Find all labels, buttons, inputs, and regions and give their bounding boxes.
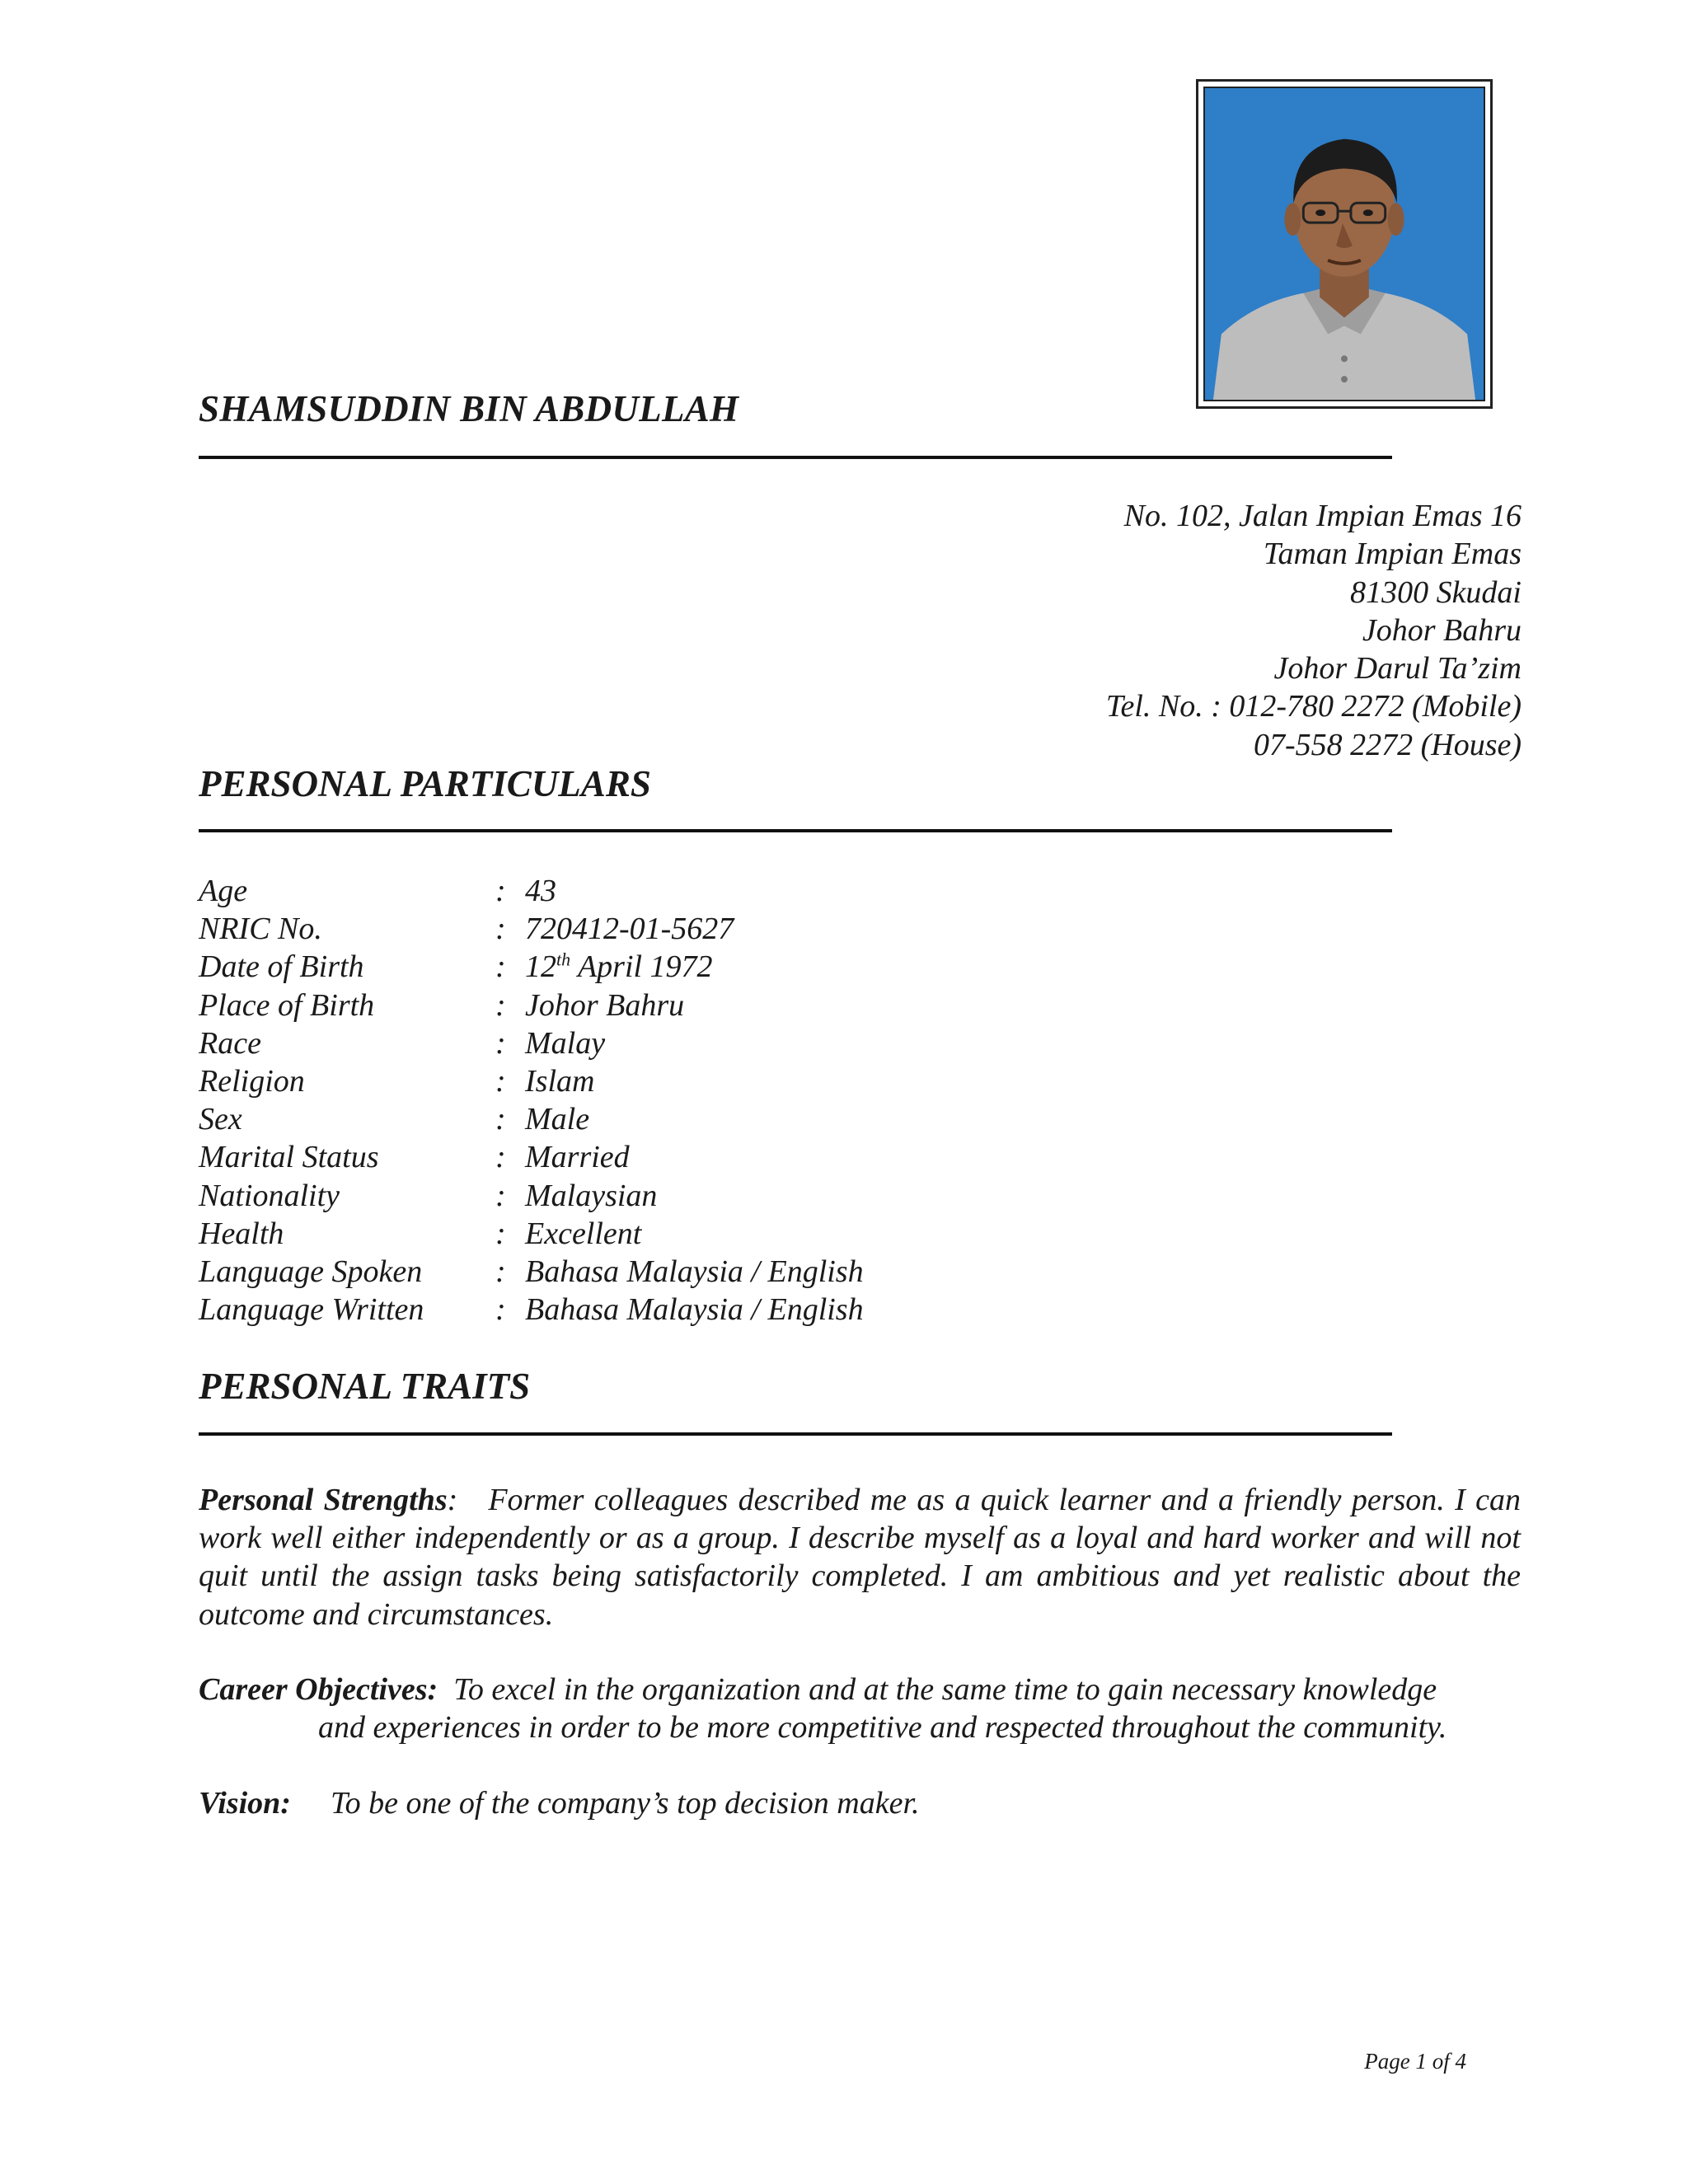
particular-row [199, 987, 864, 1024]
person-portrait-icon [1205, 88, 1484, 400]
particular-label: Religion [199, 1064, 305, 1099]
particular-value [525, 948, 713, 986]
particular-label: Date of Birth [199, 949, 364, 985]
particular-colon: : [495, 1102, 506, 1137]
particular-label: Age [199, 874, 248, 908]
particular-value: Malaysian [525, 1178, 658, 1213]
particular-colon: : [495, 1064, 506, 1099]
particular-row [199, 1024, 864, 1062]
address-line: 81300 Skudai [1350, 574, 1522, 610]
particular-row [199, 872, 864, 910]
particular-value: 43 [525, 874, 556, 908]
particular-row [199, 1100, 864, 1138]
personal-strengths [199, 1481, 1521, 1633]
particular-label: Place of Birth [199, 987, 375, 1023]
photo-image [1203, 87, 1485, 401]
birth-day-suffix: th [556, 949, 571, 970]
candidate-name: SHAMSUDDIN BIN ABDULLAH [199, 388, 739, 429]
particular-value: Bahasa Malaysia / English [525, 1254, 864, 1290]
particular-colon: : [495, 912, 506, 947]
career-first-line [199, 1671, 1521, 1708]
particular-colon: : [495, 1025, 506, 1061]
particular-row [199, 1138, 864, 1176]
particular-colon: : [495, 1292, 506, 1328]
address-block [1106, 497, 1522, 764]
particular-colon: : [495, 1178, 506, 1213]
particular-colon: : [495, 1254, 506, 1290]
divider-line [199, 1432, 1392, 1436]
vision-text: To be one of the company’s top decision maker. [331, 1786, 920, 1821]
strengths-colon: : [447, 1483, 458, 1517]
vision [199, 1784, 1521, 1822]
strengths-text: Former colleagues described me as a quick learner and a friendly person. I can work well either independently or as a group. I describe myself as a loyal and hard worker and will not quit until the assign tasks being satisfactorily completed. I am ambitious and yet realistic about the outcome and circumstances. [199, 1483, 1522, 1632]
address-line: No. 102, Jalan Impian Emas 16 [1123, 499, 1522, 533]
phone-mobile: Tel. No. : 012-780 2272 (Mobile) [1105, 689, 1522, 724]
address-line: Johor Bahru [1362, 612, 1522, 648]
particular-value: Johor Bahru [525, 987, 685, 1023]
particular-row [199, 910, 864, 948]
particular-row [199, 1215, 864, 1253]
birth-month-year: April 1972 [570, 949, 713, 985]
career-label: Career Objectives: [199, 1672, 438, 1707]
particular-row [199, 1177, 864, 1215]
birth-day: 12 [525, 949, 556, 985]
particular-row [199, 1062, 864, 1100]
particular-value: Bahasa Malaysia / English [525, 1292, 864, 1328]
particular-value: Excellent [525, 1216, 642, 1251]
particular-colon: : [495, 949, 506, 985]
particular-value: Male [525, 1102, 590, 1137]
particular-row [199, 948, 864, 986]
particular-label: Language Spoken [199, 1254, 423, 1290]
particular-label: Sex [199, 1102, 242, 1137]
career-objectives [199, 1671, 1521, 1746]
particular-colon: : [495, 874, 506, 908]
particular-label: Health [199, 1216, 284, 1251]
particular-colon: : [495, 1216, 506, 1251]
divider-line [199, 456, 1392, 459]
particular-colon: : [495, 1140, 506, 1175]
particular-label: Race [199, 1025, 261, 1061]
career-text-line1: To excel in the organization and at the same time to gain necessary knowledge [453, 1672, 1437, 1707]
particular-value: Islam [525, 1064, 595, 1099]
particular-label: Nationality [199, 1178, 340, 1213]
particular-label: Language Written [199, 1292, 424, 1328]
particular-colon: : [495, 987, 506, 1023]
strengths-label: Personal Strengths [199, 1483, 448, 1517]
section-heading-personal-particulars: PERSONAL PARTICULARS [199, 763, 651, 804]
particular-label: Marital Status [199, 1140, 379, 1175]
particular-value: Married [525, 1140, 630, 1175]
particular-label: NRIC No. [199, 912, 322, 947]
particular-row [199, 1291, 864, 1329]
section-heading-personal-traits: PERSONAL TRAITS [199, 1366, 531, 1407]
particular-value: Malay [525, 1025, 606, 1061]
divider-line [199, 829, 1392, 832]
address-line: Johor Darul Ta’zim [1273, 651, 1522, 687]
career-text-line2: and experiences in order to be more competitive and respected throughout the community. [318, 1710, 1447, 1746]
particular-row [199, 1253, 864, 1291]
page-number: Page 1 of 4 [1364, 2049, 1466, 2074]
phone-house: 07-558 2272 (House) [1253, 727, 1522, 762]
particular-value: 720412-01-5627 [525, 912, 734, 947]
personal-particulars-list [199, 872, 864, 1329]
vision-label: Vision: [199, 1786, 291, 1821]
profile-photo [1196, 79, 1493, 409]
address-line: Taman Impian Emas [1263, 537, 1522, 572]
